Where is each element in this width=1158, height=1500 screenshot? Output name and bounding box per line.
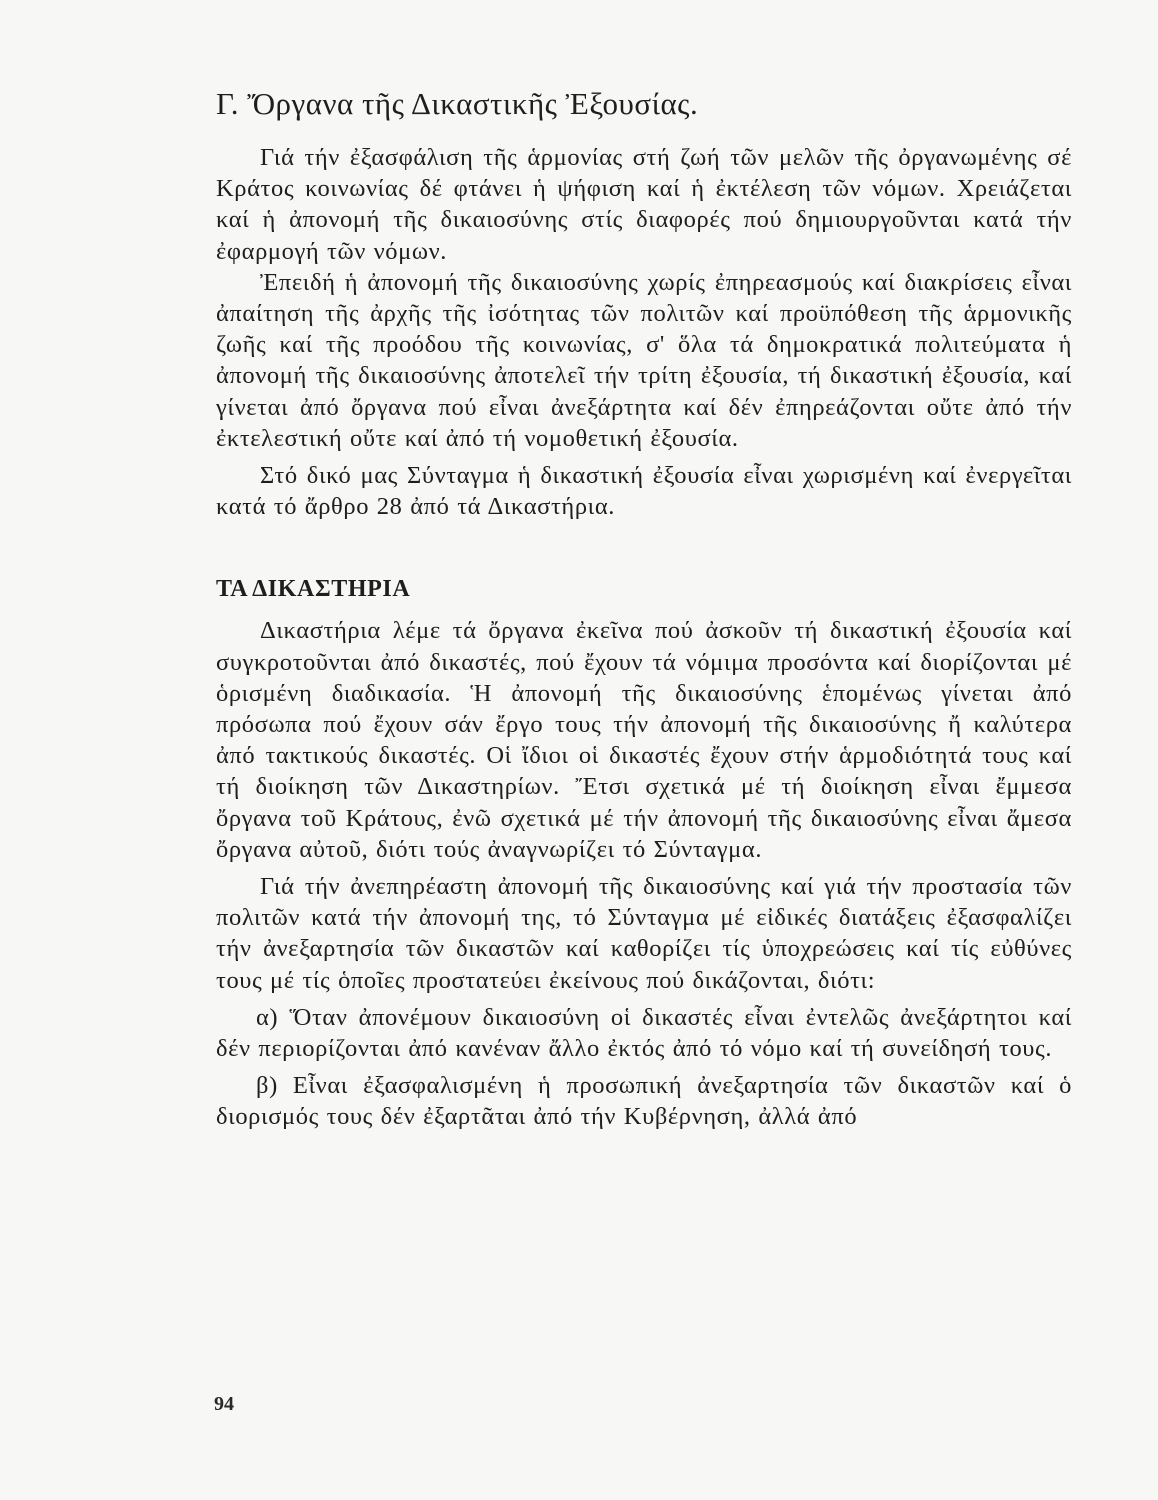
list-item-a: α) Ὅταν ἀπονέμουν δικαιοσύνη οἱ δικαστές εἶναι ἐντελῶς ἀνεξάρτητοι καί δέν περιορίζονται ἀπό κανέναν ἄλλο ἐκτός ἀπό τό νόμο καί τή συνείδησή τους.	[216, 1003, 1072, 1063]
courts-heading: ΤΑ ΔΙΚΑΣΤΗΡΙΑ	[216, 576, 411, 603]
paragraph-courts-2: Γιά τήν ἀνεπηρέαστη ἀπονομή τῆς δικαιοσύνης καί γιά τήν προστασία τῶν πολιτῶν κατά τήν ἀπονομή της, τό Σύνταγμα μέ εἰδικές διατάξεις ἐξασφαλίζει τήν ἀνεξαρτησία τῶν δικαστῶν καί καθορίζει τίς ὑποχρεώσεις καί τίς εὐθύνες τους μέ τίς ὁποῖες προστατεύει ἐκείνους πού δικάζονται, διότι:	[216, 873, 1072, 994]
paragraph-intro-1: Γιά τήν ἐξασφάλιση τῆς ἁρμονίας στή ζωή τῶν μελῶν τῆς ὀργανωμένης σέ Κράτος κοινωνίας δέ φτάνει ἡ ψήφιση καί ἡ ἐκτέλεση τῶν νόμων. Χρειάζεται καί ἡ ἀπονομή τῆς δικαιοσύνης στίς διαφορές πού δημιουργοῦνται κατά τήν ἐφαρμογή τῶν νόμων.	[216, 144, 1072, 265]
paragraph-intro-2: Ἐπειδή ἡ ἀπονομή τῆς δικαιοσύνης χωρίς ἐπηρεασμούς καί διακρίσεις εἶναι ἀπαίτηση τῆς ἀρχῆς τῆς ἰσότητας τῶν πολιτῶν καί προϋπόθεση τῆς ἁρμονικῆς ζωῆς καί τῆς προόδου τῆς κοινωνίας, σ' ὅλα τά δημοκρατικά πολιτεύματα ἡ ἀπονομή τῆς δικαιοσύνης ἀποτελεῖ τήν τρίτη ἐξουσία, τή δικαστική ἐξουσία, καί γίνεται ἀπό ὄργανα πού εἶναι ἀνεξάρτητα καί δέν ἐπηρεάζονται οὔτε ἀπό τήν ἐκτελεστική οὔτε καί ἀπό τή νομοθετική ἐξουσία.	[216, 268, 1072, 452]
text-column	[216, 82, 1072, 1133]
list-item-b: β) Εἶναι ἐξασφαλισμένη ἡ προσωπική ἀνεξαρτησία τῶν δικαστῶν καί ὁ διορισμός τους δέν ἐξαρτᾶται ἀπό τήν Κυβέρνηση, ἀλλά ἀπό	[216, 1072, 1072, 1131]
page-number: 94	[214, 1393, 234, 1415]
section-title: Γ. Ὄργανα τῆς Δικαστικῆς Ἐξουσίας.	[216, 86, 699, 121]
paragraph-courts-1: Δικαστήρια λέμε τά ὄργανα ἐκεῖνα πού ἀσκοῦν τή δικαστική ἐξουσία καί συγκροτοῦνται ἀπό δικαστές, πού ἔχουν τά νόμιμα προσόντα καί διορίζονται μέ ὁρισμένη διαδικασία. Ἡ ἀπονομή τῆς δικαιοσύνης ἑπομένως γίνεται ἀπό πρόσωπα πού ἔχουν σάν ἔργο τους τήν ἀπονομή τῆς δικαιοσύνης ἤ καλύτερα ἀπό τακτικούς δικαστές. Οἱ ἴδιοι οἱ δικαστές ἔχουν στήν ἁρμοδιότητά τους καί τή διοίκηση τῶν Δικαστηρίων. Ἔτσι σχετικά μέ τή διοίκηση εἶναι ἔμμεσα ὄργανα τοῦ Κράτους, ἐνῶ σχετικά μέ τήν ἀπονομή τῆς δικαιοσύνης εἶναι ἄμεσα ὄργανα αὐτοῦ, διότι τούς ἀναγνωρίζει τό Σύνταγμα.	[216, 617, 1072, 863]
paragraph-intro-3: Στό δικό μας Σύνταγμα ἡ δικαστική ἐξουσία εἶναι χωρισμένη καί ἐνεργεῖται κατά τό ἄρθρο 28 ἀπό τά Δικαστήρια.	[216, 462, 1072, 521]
